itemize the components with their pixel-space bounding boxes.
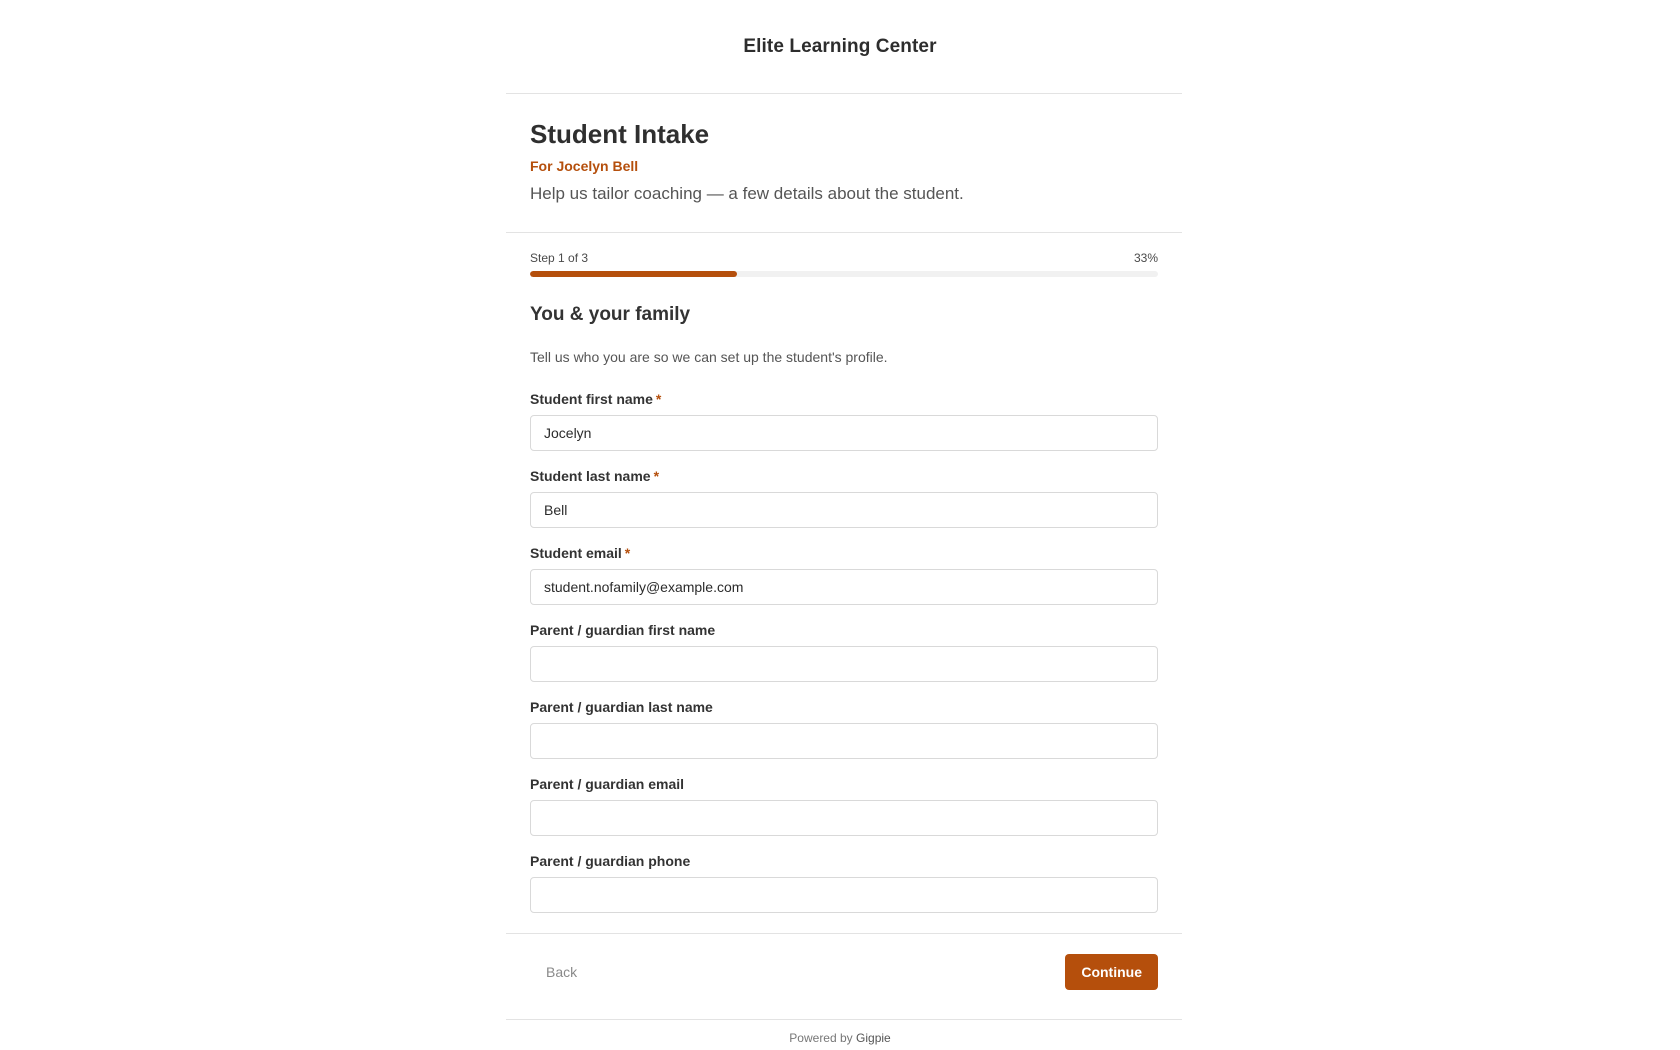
field-label: Parent / guardian phone <box>530 853 691 869</box>
student-first-name-input[interactable] <box>530 415 1158 451</box>
field-label: Parent / guardian first name <box>530 622 716 638</box>
parent-first-name-field <box>530 621 1158 682</box>
parent-email-input[interactable] <box>530 800 1158 836</box>
student-name-subtitle: For Jocelyn Bell <box>530 157 639 174</box>
student-email-input[interactable] <box>530 569 1158 605</box>
section-description: Tell us who you are so we can set up the student's profile. <box>530 349 888 365</box>
actions-divider <box>506 933 1182 934</box>
field-label: Student first name * <box>530 391 662 407</box>
field-label: Student email * <box>530 545 631 561</box>
field-label: Parent / guardian last name <box>530 699 713 715</box>
parent-last-name-field <box>530 698 1158 759</box>
form-actions <box>530 954 1158 990</box>
form-section-header <box>530 304 1158 365</box>
student-email-field <box>530 544 1158 605</box>
parent-first-name-input[interactable] <box>530 646 1158 682</box>
parent-phone-field <box>530 852 1158 913</box>
powered-by-brand[interactable]: Gigpie <box>856 1031 891 1045</box>
student-last-name-field <box>530 467 1158 528</box>
section-title: You & your family <box>530 304 691 325</box>
progress-fill <box>530 271 737 277</box>
progress-bar <box>530 271 1158 277</box>
continue-button[interactable]: Continue <box>1065 954 1158 990</box>
parent-last-name-input[interactable] <box>530 723 1158 759</box>
page-title: Student Intake <box>530 119 710 149</box>
powered-by-text: Powered by <box>789 1031 853 1045</box>
required-marker: * <box>624 545 631 561</box>
field-label: Parent / guardian email <box>530 776 685 792</box>
intro-description: Help us tailor coaching — a few details about the student. <box>530 183 964 203</box>
student-first-name-field <box>530 390 1158 451</box>
field-label: Student last name * <box>530 468 660 484</box>
step-label: Step 1 of 3 <box>530 251 589 265</box>
intro-divider <box>506 232 1182 233</box>
footer <box>0 1031 1680 1045</box>
progress-percent: 33% <box>1133 251 1158 265</box>
brand-header <box>0 0 1680 93</box>
parent-email-field <box>530 775 1158 836</box>
intro-section <box>506 94 1182 204</box>
footer-divider <box>506 1019 1182 1020</box>
required-marker: * <box>653 468 660 484</box>
student-last-name-input[interactable] <box>530 492 1158 528</box>
back-button[interactable]: Back <box>530 956 593 988</box>
parent-phone-input[interactable] <box>530 877 1158 913</box>
brand-title: Elite Learning Center <box>743 35 937 57</box>
progress-header <box>530 251 1158 265</box>
required-marker: * <box>655 391 662 407</box>
